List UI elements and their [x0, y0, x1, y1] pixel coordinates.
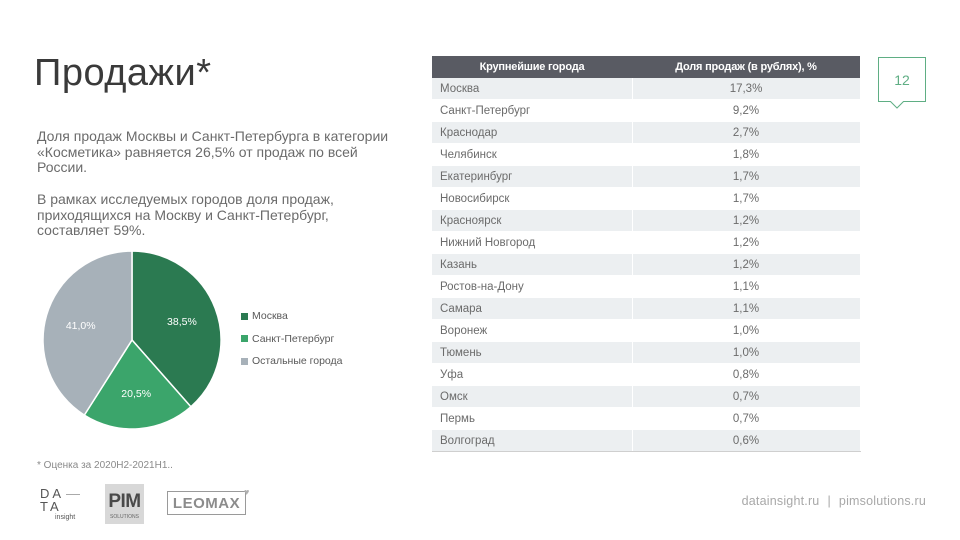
datainsight-logo: [40, 487, 86, 523]
share-cell: 0,7%: [632, 386, 860, 408]
pim-solutions-logo: [105, 484, 144, 524]
share-cell: 1,1%: [632, 276, 860, 298]
table-row: [432, 276, 860, 298]
table-header-row: [432, 56, 860, 78]
share-cell: 1,0%: [632, 320, 860, 342]
pie-data-label: 20,5%: [121, 388, 152, 401]
share-cell: 1,0%: [632, 342, 860, 364]
logo-pim-main: PIM: [108, 491, 141, 512]
table-row: [432, 144, 860, 166]
share-cell: 1,1%: [632, 298, 860, 320]
sales-pie-chart: [40, 248, 224, 432]
city-cell: Москва: [432, 78, 632, 100]
logo-leomax-text: LEOMAX: [172, 494, 241, 512]
table-row: [432, 232, 860, 254]
share-cell: 1,8%: [632, 144, 860, 166]
legend-swatch: [241, 335, 248, 342]
share-cell: 0,6%: [632, 430, 860, 452]
summary-paragraph-2: В рамках исследуемых городов доля продаж, приходящихся на Москву и Санкт-Петербург, составляет 59%.: [37, 191, 334, 238]
table-row: [432, 100, 860, 122]
pie-data-label: 38,5%: [167, 316, 197, 329]
logo-pim-sub: SOLUTIONS: [110, 514, 139, 520]
share-cell: 1,7%: [632, 188, 860, 210]
share-cell: 17,3%: [632, 78, 860, 100]
share-cell: 1,2%: [632, 232, 860, 254]
table-row: [432, 298, 860, 320]
table-row: [432, 166, 860, 188]
table-row: [432, 430, 860, 452]
city-cell: Тюмень: [432, 342, 632, 364]
pie-data-label: 41,0%: [65, 320, 96, 333]
city-cell: Челябинск: [432, 144, 632, 166]
city-cell: Уфа: [432, 364, 632, 386]
city-cell: Омск: [432, 386, 632, 408]
table-row: [432, 408, 860, 430]
share-cell: 0,8%: [632, 364, 860, 386]
city-cell: Екатеринбург: [432, 166, 632, 188]
heart-icon: ♥: [244, 487, 250, 497]
city-cell: Нижний Новгород: [432, 232, 632, 254]
legend-item: [241, 328, 343, 351]
table-row: [432, 188, 860, 210]
table-row: [432, 122, 860, 144]
footer-links: [742, 494, 926, 508]
legend-item: [241, 350, 343, 373]
table-row: [432, 364, 860, 386]
pie-legend: [241, 305, 343, 373]
table-row: [432, 254, 860, 276]
logo-dash: [66, 494, 80, 495]
city-cell: Волгоград: [432, 430, 632, 452]
callout-tail-icon: [890, 101, 904, 109]
share-cell: 9,2%: [632, 100, 860, 122]
city-cell: Новосибирск: [432, 188, 632, 210]
logo-data-line3: insight: [55, 514, 76, 521]
table-row: [432, 78, 860, 100]
share-cell: 1,7%: [632, 166, 860, 188]
slide-title: Продажи*: [34, 52, 212, 94]
legend-item: [241, 305, 343, 328]
footer-link-datainsight[interactable]: datainsight.ru: [741, 494, 820, 508]
city-cell: Казань: [432, 254, 632, 276]
table-row: [432, 342, 860, 364]
page-number: 12: [894, 71, 910, 88]
footer-separator: |: [827, 494, 831, 508]
share-cell: 1,2%: [632, 210, 860, 232]
table-row: [432, 320, 860, 342]
legend-label: Остальные города: [252, 355, 343, 368]
header-city: Крупнейшие города: [432, 56, 632, 78]
city-cell: Самара: [432, 298, 632, 320]
summary-paragraph-1: Доля продаж Москвы и Санкт-Петербурга в категории «Косметика» равняется 26,5% от продаж по всей России.: [37, 128, 389, 175]
legend-swatch: [241, 358, 248, 365]
footer-link-pimsolutions[interactable]: pimsolutions.ru: [838, 494, 926, 508]
leomax-logo: [167, 491, 246, 515]
table-row: [432, 386, 860, 408]
city-cell: Воронеж: [432, 320, 632, 342]
share-cell: 1,2%: [632, 254, 860, 276]
logo-data-line1: DA: [40, 486, 65, 501]
city-cell: Ростов-на-Дону: [432, 276, 632, 298]
city-cell: Красноярск: [432, 210, 632, 232]
share-cell: 2,7%: [632, 122, 860, 144]
share-cell: 0,7%: [632, 408, 860, 430]
city-cell: Пермь: [432, 408, 632, 430]
legend-label: Санкт-Петербург: [252, 332, 335, 345]
city-cell: Санкт-Петербург: [432, 100, 632, 122]
page-number-badge: [878, 57, 926, 102]
header-share: Доля продаж (в рублях), %: [632, 56, 860, 78]
legend-label: Москва: [252, 310, 288, 323]
city-cell: Краснодар: [432, 122, 632, 144]
cities-table: [432, 56, 861, 452]
legend-swatch: [241, 313, 248, 320]
logo-data-line2: TA: [40, 499, 62, 514]
table-row: [432, 210, 860, 232]
footnote: * Оценка за 2020Н2-2021Н1..: [37, 460, 173, 471]
